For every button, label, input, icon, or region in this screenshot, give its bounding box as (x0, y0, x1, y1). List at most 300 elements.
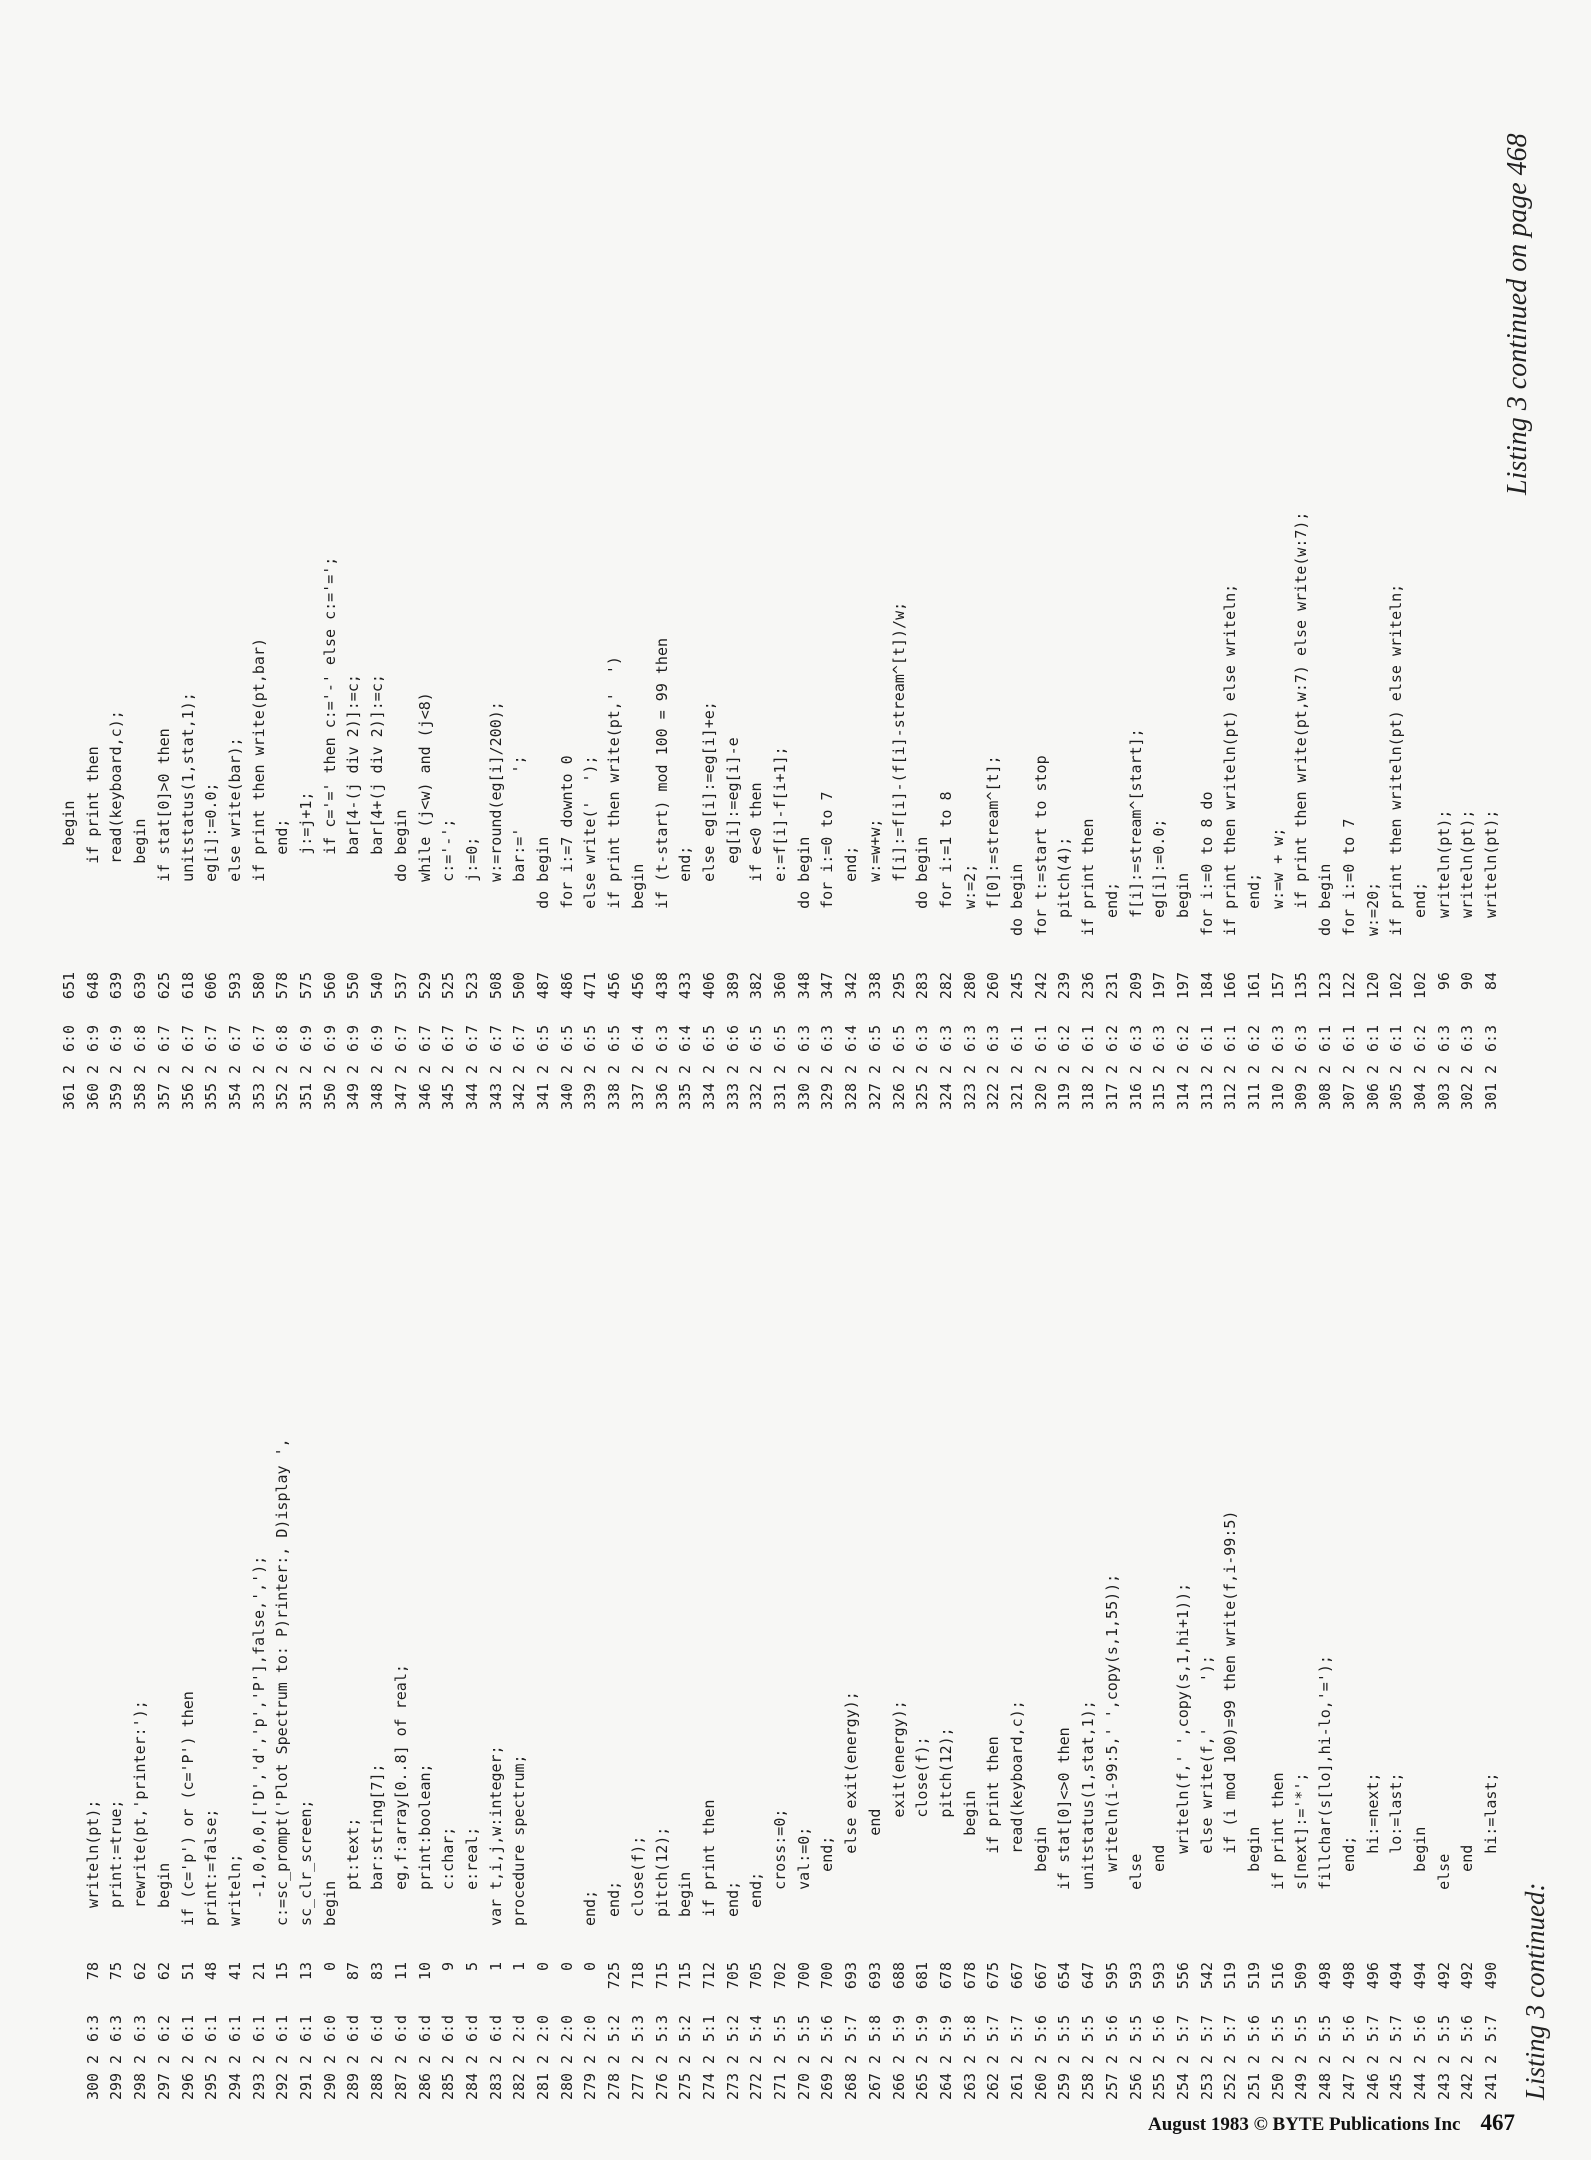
code-line (200, 1809, 222, 2100)
code-text: for i:=0 to 7 (1339, 818, 1358, 936)
byte-offset: 509 (1292, 1962, 1311, 1990)
code-text: if print then write(pt,' ') (605, 656, 624, 936)
nesting-level: 2 (1245, 1064, 1263, 1074)
nesting-level: 2 (1150, 1064, 1169, 1074)
byte-offset: 231 (1102, 972, 1121, 1000)
byte-offset: 96 (1434, 972, 1453, 991)
proc-counter: 5:7 (1197, 2014, 1216, 2042)
line-number: 282 (510, 2072, 529, 2100)
line-number: 280 (557, 2072, 576, 2100)
nesting-level: 2 (1410, 1064, 1429, 1074)
code-line (816, 1836, 838, 2100)
byte-offset: 487 (534, 972, 552, 1000)
code-line (603, 1881, 625, 2100)
nesting-level: 2 (462, 2054, 481, 2064)
proc-counter: 5:5 (1316, 2014, 1335, 2042)
code-line (1219, 584, 1241, 1110)
nesting-level: 2 (652, 1064, 671, 1074)
byte-offset: 239 (1055, 972, 1074, 1000)
code-line (153, 1863, 175, 2100)
line-number: 310 (1268, 1082, 1287, 1110)
code-text: for t:=start to stop (1031, 755, 1050, 936)
line-number: 340 (557, 1082, 576, 1110)
code-line (390, 1664, 412, 2100)
code-line (508, 755, 530, 1110)
code-line (793, 1827, 815, 2100)
nesting-level: 2 (1221, 2054, 1240, 2064)
nesting-level: 2 (1150, 2054, 1169, 2064)
nesting-level: 2 (676, 2054, 695, 2064)
nesting-level: 2 (1339, 2054, 1358, 2064)
nesting-level: 2 (771, 2054, 789, 2064)
line-number: 345 (439, 1082, 458, 1110)
proc-counter: 6:8 (131, 1024, 150, 1052)
line-number: 247 (1339, 2072, 1358, 2100)
nesting-level: 2 (415, 1064, 434, 1074)
line-number: 342 (510, 1082, 529, 1110)
byte-offset: 120 (1363, 972, 1382, 1000)
code-text: close(f); (628, 1835, 647, 1926)
proc-counter: 5:7 (1221, 2014, 1240, 2042)
nesting-level: 2 (1292, 2054, 1311, 2064)
line-number: 245 (1387, 2072, 1406, 2100)
byte-offset: 406 (699, 972, 718, 1000)
proc-counter: 5:6 (1458, 2014, 1477, 2042)
byte-offset: 693 (865, 1962, 884, 1990)
byte-offset: 51 (178, 1962, 197, 1981)
nesting-level: 2 (1458, 2054, 1477, 2064)
code-line (437, 1827, 459, 2100)
proc-counter: 5:7 (1363, 2014, 1382, 2042)
nesting-level: 2 (747, 1064, 766, 1074)
code-text: begin (320, 1880, 339, 1926)
line-number: 338 (605, 1082, 624, 1110)
nesting-level: 2 (1268, 2054, 1287, 2064)
line-number: 332 (747, 1082, 766, 1110)
line-number: 276 (652, 2072, 671, 2100)
byte-offset: 715 (652, 1962, 671, 1990)
proc-counter: 6:3 (652, 1024, 671, 1052)
line-number: 267 (865, 2072, 884, 2100)
code-line (769, 746, 791, 1110)
byte-offset: 667 (1008, 1962, 1026, 1990)
code-line (959, 1791, 981, 2100)
proc-counter: 5:3 (628, 2014, 647, 2042)
nesting-level: 2 (178, 1064, 197, 1074)
code-text: c:=sc_prompt('Plot Spectrum to: P)rinter:, D)isplay ', (273, 1438, 292, 1926)
code-text: bar:=' '; (510, 755, 529, 936)
nesting-level: 2 (984, 1064, 1003, 1074)
proc-counter: 5:7 (1008, 2014, 1026, 2042)
nesting-level: 2 (818, 1064, 837, 1074)
code-line (82, 746, 104, 1110)
code-text: pitch(12); (652, 1826, 671, 1926)
byte-offset: 471 (581, 972, 600, 1000)
nesting-level: 2 (154, 1064, 173, 1074)
line-number: 279 (581, 2072, 600, 2100)
line-number: 294 (225, 2072, 244, 2100)
nesting-level: 2 (391, 2054, 410, 2064)
nesting-level: 2 (1363, 1064, 1382, 1074)
nesting-level: 2 (1316, 1064, 1335, 1074)
listing-caption: Listing 3 continued: (1520, 1882, 1550, 2100)
proc-counter: 6:7 (225, 1024, 244, 1052)
code-line (840, 1691, 862, 2100)
line-number: 306 (1363, 1082, 1382, 1110)
byte-offset: 75 (107, 1962, 126, 1981)
proc-counter: 5:5 (1434, 2014, 1453, 2042)
code-text: j:=0; (462, 836, 481, 936)
nesting-level: 2 (1173, 2054, 1192, 2064)
line-number: 308 (1316, 1082, 1335, 1110)
proc-counter: 6:5 (889, 1024, 908, 1052)
nesting-level: 2 (368, 2054, 387, 2064)
nesting-level: 2 (794, 1064, 813, 1074)
line-number: 293 (249, 2072, 268, 2100)
proc-counter: 6:3 (1126, 1024, 1145, 1052)
proc-counter: 6:7 (439, 1024, 458, 1052)
nesting-level: 2 (581, 1064, 600, 1074)
code-text: end; (1102, 881, 1121, 936)
line-number: 309 (1292, 1082, 1311, 1110)
line-number: 257 (1102, 2072, 1121, 2100)
proc-counter: 6:7 (154, 1024, 173, 1052)
code-text: writeln; (225, 1853, 244, 1926)
proc-counter: 5:3 (652, 2014, 671, 2042)
code-text: else (1126, 1853, 1145, 1926)
proc-counter: 6:5 (605, 1024, 624, 1052)
code-text: end; (676, 845, 695, 936)
code-line (295, 1800, 317, 2100)
proc-counter: 6:7 (462, 1024, 481, 1052)
code-text: end; (747, 1871, 766, 1926)
nesting-level: 2 (1102, 1064, 1121, 1074)
code-line (1196, 1655, 1218, 2100)
proc-counter: 6:1 (178, 2014, 197, 2042)
nesting-level: 2 (1339, 1064, 1358, 1074)
proc-counter: 6:3 (1150, 1024, 1169, 1052)
nesting-level: 2 (1031, 1064, 1050, 1074)
line-number: 311 (1245, 1082, 1263, 1110)
line-number: 265 (913, 2072, 932, 2100)
line-number: 281 (534, 2072, 552, 2100)
line-number: 314 (1173, 1082, 1192, 1110)
line-number: 262 (984, 2072, 1003, 2100)
proc-counter: 2:d (510, 2014, 529, 2042)
nesting-level: 2 (131, 1064, 150, 1074)
line-number: 316 (1126, 1082, 1145, 1110)
nesting-level: 2 (1434, 1064, 1453, 1074)
proc-counter: 6:1 (1031, 1024, 1050, 1052)
nesting-level: 2 (60, 1064, 78, 1074)
proc-counter: 6:1 (1197, 1024, 1216, 1052)
byte-offset: 161 (1245, 972, 1263, 1000)
nesting-level: 2 (1482, 2054, 1500, 2064)
nesting-level: 2 (865, 1064, 884, 1074)
code-text: do begin (391, 809, 410, 936)
code-line (105, 710, 127, 1110)
code-text: close(f); (913, 1736, 932, 1926)
byte-offset: 606 (202, 972, 221, 1000)
nesting-level: 2 (699, 1064, 718, 1074)
nesting-level: 2 (202, 2054, 221, 2064)
code-text: end (1150, 1844, 1169, 1926)
nesting-level: 2 (249, 1064, 268, 1074)
nesting-level: 2 (439, 1064, 458, 1074)
code-text: if stat[0]>0 then (154, 728, 173, 936)
proc-counter: 6:3 (1458, 1024, 1477, 1052)
code-text: writeln(pt); (83, 1799, 102, 1926)
code-line (722, 1881, 744, 2100)
line-number: 350 (320, 1082, 339, 1110)
code-line (177, 1691, 199, 2100)
proc-counter: 5:8 (960, 2014, 979, 2042)
code-line (1338, 1836, 1360, 2100)
code-line (1125, 728, 1147, 1110)
line-number: 284 (462, 2072, 481, 2100)
code-text: begin (60, 800, 78, 936)
byte-offset: 593 (225, 972, 244, 1000)
byte-offset: 433 (676, 972, 695, 1000)
nesting-level: 2 (320, 1064, 339, 1074)
code-text: read(keyboard,c); (107, 710, 126, 936)
nesting-level: 2 (1482, 1064, 1500, 1074)
code-line (248, 638, 270, 1110)
proc-counter: 6:3 (107, 2014, 126, 2042)
line-number: 322 (984, 1082, 1003, 1110)
nesting-level: 2 (510, 2054, 529, 2064)
proc-counter: 5:6 (1245, 2014, 1263, 2042)
nesting-level: 2 (273, 1064, 292, 1074)
proc-counter: 6:9 (344, 1024, 363, 1052)
line-number: 328 (842, 1082, 861, 1110)
nesting-level: 2 (486, 1064, 505, 1074)
code-text: eg[i]:=eg[i]-e (723, 737, 742, 936)
byte-offset: 84 (1482, 972, 1500, 991)
nesting-level: 2 (865, 2054, 884, 2064)
line-number: 291 (297, 2072, 315, 2100)
code-line (793, 837, 815, 1110)
code-line (556, 1926, 578, 2100)
proc-counter: 6:3 (818, 1024, 837, 1052)
proc-counter: 6:3 (794, 1024, 813, 1052)
continued-caption: Listing 3 continued on page 468 (1502, 133, 1533, 495)
code-text: begin (1173, 872, 1192, 936)
line-number: 292 (273, 2072, 292, 2100)
nesting-level: 2 (794, 2054, 813, 2064)
proc-counter: 5:7 (984, 2014, 1003, 2042)
byte-offset: 197 (1150, 972, 1169, 1000)
code-text: end; (818, 1835, 837, 1926)
proc-counter: 6:9 (107, 1024, 126, 1052)
proc-counter: 6:2 (1410, 1024, 1429, 1052)
nesting-level: 2 (628, 1064, 647, 1074)
code-text: do begin (913, 836, 932, 936)
code-line (1314, 864, 1336, 1110)
line-number: 266 (889, 2072, 908, 2100)
proc-counter: 6:4 (628, 1024, 647, 1052)
nesting-level: 2 (1197, 2054, 1216, 2064)
nesting-level: 2 (107, 1064, 126, 1074)
line-number: 251 (1245, 2072, 1263, 2100)
nesting-level: 2 (960, 1064, 979, 1074)
nesting-level: 2 (202, 1064, 221, 1074)
proc-counter: 5:6 (818, 2014, 837, 2042)
nesting-level: 2 (699, 2054, 718, 2064)
code-text: for i:=7 downto 0 (557, 755, 576, 936)
code-line (319, 557, 341, 1110)
code-text: w:=w+w; (865, 818, 884, 936)
code-line (129, 819, 151, 1110)
code-text: unitstatus(1,stat,1); (1079, 1700, 1098, 1926)
nesting-level: 2 (391, 1064, 410, 1074)
byte-offset: 529 (415, 972, 434, 1000)
code-text: begin (1245, 1826, 1263, 1926)
nesting-level: 2 (1245, 2054, 1263, 2064)
code-line (911, 1736, 933, 2100)
proc-counter: 6:1 (297, 2014, 315, 2042)
proc-counter: 5:5 (1126, 2014, 1145, 2042)
byte-offset: 48 (202, 1962, 221, 1981)
proc-counter: 5:9 (913, 2014, 932, 2042)
byte-offset: 456 (628, 972, 647, 1000)
proc-counter: 6:5 (865, 1024, 884, 1052)
code-line (651, 638, 673, 1110)
proc-counter: 6:2 (1055, 1024, 1074, 1052)
proc-counter: 6:1 (1221, 1024, 1240, 1052)
byte-offset: 102 (1410, 972, 1429, 1000)
nesting-level: 2 (534, 2054, 552, 2064)
code-text: end; (1245, 872, 1263, 936)
code-line (342, 674, 364, 1110)
byte-offset: 492 (1434, 1962, 1453, 1990)
proc-counter: 6:2 (1102, 1024, 1121, 1052)
byte-offset: 494 (1387, 1962, 1406, 1990)
code-line (935, 1727, 957, 2100)
byte-offset: 389 (723, 972, 742, 1000)
code-text: for i:=0 to 8 do (1197, 791, 1216, 936)
code-text: read(keyboard,c); (1008, 1700, 1026, 1926)
code-line (82, 1800, 104, 2100)
nesting-level: 2 (676, 1064, 695, 1074)
byte-offset: 13 (297, 1962, 315, 1981)
code-text: cross:=0; (771, 1808, 789, 1926)
line-number: 344 (462, 1082, 481, 1110)
code-text: do begin (1008, 863, 1026, 936)
code-text: if print then writeln(pt) else writeln; (1387, 583, 1406, 936)
code-line (1148, 819, 1170, 1110)
nesting-level: 2 (1008, 2054, 1026, 2064)
byte-offset: 382 (747, 972, 766, 1000)
line-number: 272 (747, 2072, 766, 2100)
line-number: 320 (1031, 1082, 1050, 1110)
code-line (864, 1809, 886, 2100)
byte-offset: 242 (1031, 972, 1050, 1000)
code-line (319, 1881, 341, 2100)
line-number: 285 (439, 2072, 458, 2100)
byte-offset: 62 (154, 1962, 173, 1981)
proc-counter: 5:2 (723, 2014, 742, 2042)
byte-offset: 122 (1339, 972, 1358, 1000)
line-number: 343 (486, 1082, 505, 1110)
byte-offset: 438 (652, 972, 671, 1000)
proc-counter: 6:7 (415, 1024, 434, 1052)
code-line (1290, 512, 1312, 1110)
proc-counter: 6:1 (273, 2014, 292, 2042)
code-line (461, 1827, 483, 2100)
line-number: 260 (1031, 2072, 1050, 2100)
line-number: 277 (628, 2072, 647, 2100)
proc-counter: 5:9 (889, 2014, 908, 2042)
byte-offset: 1 (510, 1962, 529, 1972)
code-line (390, 810, 412, 1110)
nesting-level: 2 (297, 2054, 315, 2064)
nesting-level: 2 (557, 2054, 576, 2064)
byte-offset: 725 (605, 1962, 624, 1990)
code-text: bar[4-(j div 2)]:=c; (344, 674, 363, 936)
nesting-level: 2 (131, 2054, 150, 2064)
byte-offset: 87 (344, 1962, 363, 1981)
code-line (224, 737, 246, 1110)
nesting-level: 2 (605, 2054, 624, 2064)
code-line (745, 782, 767, 1110)
code-line (105, 1800, 127, 2100)
line-number: 255 (1150, 2072, 1169, 2100)
line-number: 253 (1197, 2072, 1216, 2100)
code-text: e:=f[i]-f[i+1]; (771, 746, 789, 936)
line-number: 248 (1316, 2072, 1335, 2100)
byte-offset: 494 (1410, 1962, 1429, 1990)
line-number: 346 (415, 1082, 434, 1110)
proc-counter: 6:3 (1482, 1024, 1500, 1052)
byte-offset: 702 (771, 1962, 789, 1990)
proc-counter: 6:d (415, 2014, 434, 2042)
byte-offset: 675 (984, 1962, 1003, 1990)
proc-counter: 6:d (368, 2014, 387, 2042)
proc-counter: 6:5 (581, 1024, 600, 1052)
nesting-level: 2 (1387, 2054, 1406, 2064)
line-number: 286 (415, 2072, 434, 2100)
nesting-level: 2 (344, 1064, 363, 1074)
code-line (1172, 1583, 1194, 2100)
proc-counter: 6:5 (699, 1024, 718, 1052)
code-line (366, 674, 388, 1110)
byte-offset: 578 (273, 972, 292, 1000)
proc-counter: 6:1 (1316, 1024, 1335, 1052)
byte-offset: 338 (865, 972, 884, 1000)
code-line (1267, 828, 1289, 1110)
proc-counter: 6:9 (368, 1024, 387, 1052)
line-number: 317 (1102, 1082, 1121, 1110)
proc-counter: 6:2 (1245, 1024, 1263, 1052)
publication-credit: August 1983 © BYTE Publications Inc (1148, 2114, 1461, 2135)
line-number: 289 (344, 2072, 363, 2100)
nesting-level: 2 (913, 1064, 932, 1074)
line-number: 268 (842, 2072, 861, 2100)
code-line (1006, 864, 1028, 1110)
code-line (674, 1872, 696, 2100)
proc-counter: 5:6 (1031, 2014, 1050, 2042)
line-number: 261 (1008, 2072, 1026, 2100)
byte-offset: 260 (984, 972, 1003, 1000)
code-text: hi:=last; (1482, 1772, 1500, 1926)
line-number: 278 (605, 2072, 624, 2100)
byte-offset: 556 (1173, 1962, 1192, 1990)
page-footer (1148, 2110, 1515, 2136)
nesting-level: 2 (1363, 2054, 1382, 2064)
code-line (271, 1438, 293, 2100)
code-line (508, 1754, 530, 2100)
